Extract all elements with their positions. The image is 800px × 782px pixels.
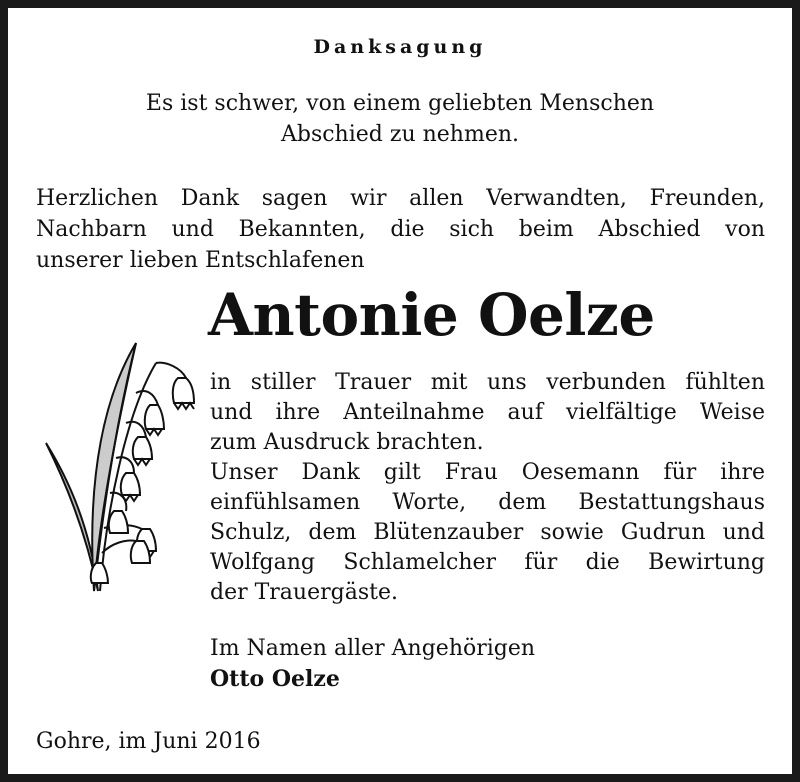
place-date: Gohre, im Juni 2016 xyxy=(36,729,261,754)
intro-line: Abschied zu nehmen. xyxy=(280,122,520,147)
body-text xyxy=(210,368,765,608)
body-line: in stiller Trauer mit uns verbunden fühlten xyxy=(210,370,765,395)
obituary-notice xyxy=(8,8,792,774)
body-line: Wolfgang Schlamelcher für die Bewirtung xyxy=(210,550,765,575)
intro-line: Es ist schwer, von einem geliebten Menschen xyxy=(145,91,655,116)
body-line: Unser Dank gilt Frau Oesemann für ihre xyxy=(210,460,765,485)
signer-name: Otto Oelze xyxy=(210,666,340,692)
intro-text xyxy=(8,88,792,150)
closing-text: Im Namen aller Angehörigen xyxy=(210,636,536,661)
thanks-line: Herzlichen Dank sagen wir allen Verwandten, Freunden, xyxy=(36,186,765,211)
notice-title: Danksagung xyxy=(313,36,487,58)
body-line: einfühlsamen Worte, dem Bestattungshaus xyxy=(210,490,765,515)
lily-of-the-valley-icon xyxy=(36,333,196,595)
thanks-line: unserer lieben Entschlafenen xyxy=(36,248,365,273)
deceased-name: Antonie Oelze xyxy=(208,281,655,349)
thanks-line: Nachbarn und Bekannten, die sich beim Abschied von xyxy=(36,217,765,242)
body-line: Schulz, dem Blütenzauber sowie Gudrun und xyxy=(210,520,765,545)
signature-block xyxy=(210,633,765,695)
body-line: der Trauergäste. xyxy=(210,580,398,605)
body-line: zum Ausdruck brachten. xyxy=(210,430,484,455)
body-line: und ihre Anteilnahme auf vielfältige Weise xyxy=(210,400,765,425)
thanks-text xyxy=(36,183,765,276)
